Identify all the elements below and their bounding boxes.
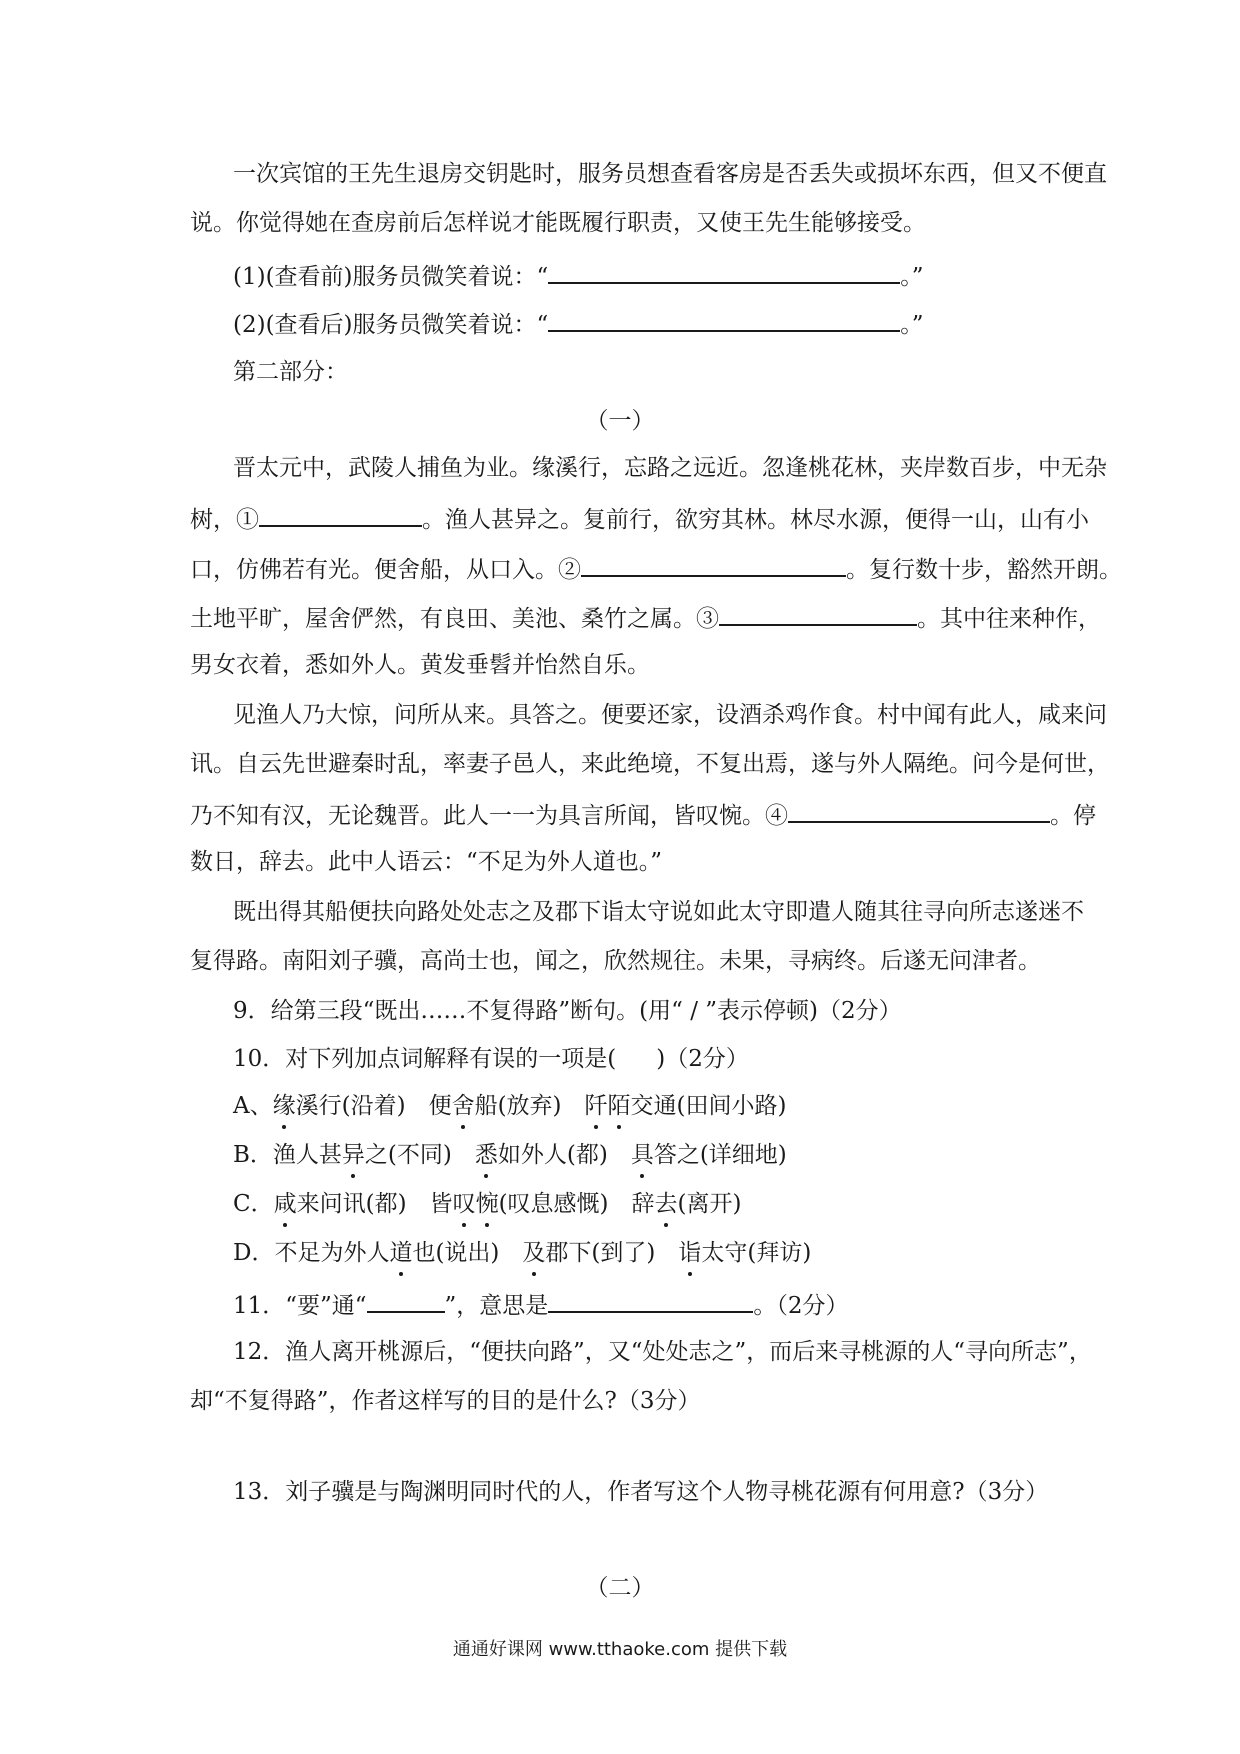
answer-blank-1[interactable]	[548, 258, 900, 284]
emphasized-char: 及	[522, 1237, 545, 1269]
question-12-line-2: 却“不复得路”，作者这样写的目的是什么?（3分）	[190, 1388, 701, 1414]
question-12-line-1: 12．渔人离开桃源后，“便扶向路”，又“处处志之”，而后来寻桃源的人“寻向所志”，	[233, 1339, 1092, 1365]
passage-line: 见渔人乃大惊，问所从来。具答之。便要还家，设酒杀鸡作食。村中闻有此人，咸来问	[233, 702, 1107, 728]
emphasized-char: 诣	[678, 1237, 701, 1269]
passage-text: 。其中往来种作，	[917, 606, 1101, 632]
part-two-label: 第二部分：	[233, 359, 348, 385]
option-text: C．	[233, 1191, 274, 1217]
passage-text: 树，①	[190, 507, 259, 533]
question-11	[233, 1287, 848, 1322]
passage-line: 晋太元中，武陵人捕鱼为业。缘溪行，忘路之远近。忽逢桃花林，夹岸数百步，中无杂	[233, 455, 1107, 481]
option-text: 交通(田间小路)	[630, 1093, 787, 1119]
q11-text: ”，意思是	[444, 1293, 549, 1319]
passage-blank-1[interactable]	[259, 501, 422, 527]
q2-prefix: (2)(查看后)服务员微笑着说：“	[233, 312, 549, 338]
page-footer: 通通好课网 www.tthaoke.com 提供下载	[452, 1639, 788, 1660]
option-text: 之(不同)	[364, 1142, 475, 1168]
passage-line	[190, 501, 1089, 536]
option-text: B．渔人甚	[233, 1142, 342, 1168]
option-text: 来问讯(都) 皆	[296, 1191, 453, 1217]
answer-blank-11b[interactable]	[548, 1287, 753, 1313]
passage-text: 口，仿佛若有光。便舍船，从口入。②	[190, 557, 581, 583]
passage-line: 男女衣着，悉如外人。黄发垂髫并怡然自乐。	[190, 652, 650, 678]
emphasized-char: 具	[631, 1139, 654, 1171]
option-text: 答之(详细地)	[653, 1142, 787, 1168]
option-text: 如外人(都)	[497, 1142, 631, 1168]
option-c	[233, 1188, 741, 1220]
question-13: 13．刘子骥是与陶渊明同时代的人，作者写这个人物寻桃花源有何用意?（3分）	[233, 1479, 1049, 1505]
emphasized-char: 缘	[273, 1090, 296, 1122]
q2-suffix: 。”	[900, 312, 924, 338]
q11-text: 11．“要”通“	[233, 1293, 367, 1319]
section-heading-two: （二）	[585, 1575, 655, 1601]
option-text: (叹息感慨) 辞	[498, 1191, 655, 1217]
option-d	[233, 1237, 811, 1269]
option-text: 溪行(沿着) 便	[295, 1093, 452, 1119]
passage-line: 既出得其船便扶向路处处志之及郡下诣太守说如此太守即遣人随其往寻向所志遂迷不	[233, 899, 1084, 925]
passage-line	[190, 551, 1122, 586]
q1-prefix: (1)(查看前)服务员微笑着说：“	[233, 264, 549, 290]
emphasized-char: 叹	[453, 1188, 476, 1220]
passage-blank-2[interactable]	[581, 551, 846, 577]
passage-text: 乃不知有汉，无论魏晋。此人一一为具言所闻，皆叹惋。④	[190, 803, 788, 829]
passage-line	[190, 600, 1101, 635]
q11-text: 。（2分）	[753, 1293, 849, 1319]
passage-text: 。复行数十步，豁然开朗。	[846, 557, 1122, 583]
question-9: 9．给第三段“既出……不复得路”断句。(用“ / ”表示停顿)（2分）	[233, 998, 902, 1024]
answer-blank-11a[interactable]	[367, 1287, 445, 1313]
passage-line	[190, 797, 1096, 832]
question-10	[233, 1043, 749, 1075]
emphasized-char: 惋	[476, 1188, 499, 1220]
emphasized-char: 陌	[608, 1090, 631, 1122]
question-2-after-check	[233, 306, 924, 341]
passage-text: 。渔人甚异之。复前行，欲穷其林。林尽水源，便得一山，山有小	[422, 507, 1089, 533]
emphasized-char: 去	[655, 1188, 678, 1220]
passage-line: 讯。自云先世避秦时乱，率妻子邑人，来此绝境，不复出焉，遂与外人隔绝。问今是何世，	[190, 751, 1110, 777]
intro-line-1: 一次宾馆的王先生退房交钥匙时，服务员想查看客房是否丢失或损坏东西，但又不便直	[233, 161, 1107, 187]
q10-stem: 10．对下列加点词解释有误的一项是(	[233, 1046, 617, 1072]
option-text: 太守(拜访)	[701, 1240, 812, 1266]
option-text: 也(说出)	[412, 1240, 523, 1266]
question-1-before-check	[233, 258, 924, 293]
intro-line-2: 说。你觉得她在查房前后怎样说才能既履行职责，又使王先生能够接受。	[190, 210, 926, 236]
passage-line: 数日，辞去。此中人语云：“不足为外人道也。”	[190, 849, 663, 875]
option-b	[233, 1139, 787, 1171]
q10-score: )（2分）	[656, 1046, 749, 1072]
q1-suffix: 。”	[900, 264, 924, 290]
option-text: A、	[233, 1093, 273, 1119]
option-a	[233, 1090, 786, 1122]
passage-blank-3[interactable]	[719, 600, 917, 626]
emphasized-char: 阡	[585, 1090, 608, 1122]
passage-text: 土地平旷，屋舍俨然，有良田、美池、桑竹之属。③	[190, 606, 719, 632]
passage-text: 。停	[1050, 803, 1096, 829]
emphasized-char: 咸	[274, 1188, 297, 1220]
emphasized-char: 道	[389, 1237, 412, 1269]
section-heading-one: （一）	[585, 408, 655, 434]
emphasized-char: 悉	[475, 1139, 498, 1171]
emphasized-char: 异	[342, 1139, 365, 1171]
emphasized-char: 舍	[452, 1090, 475, 1122]
option-text: 船(放弃)	[474, 1093, 585, 1119]
passage-blank-4[interactable]	[788, 797, 1050, 823]
passage-line: 复得路。南阳刘子骥，高尚士也，闻之，欣然规往。未果，寻病终。后遂无问津者。	[190, 948, 1041, 974]
option-text: (离开)	[677, 1191, 742, 1217]
option-text: D．不足为外人	[233, 1240, 390, 1266]
option-text: 郡下(到了)	[545, 1240, 679, 1266]
answer-blank-2[interactable]	[548, 306, 900, 332]
